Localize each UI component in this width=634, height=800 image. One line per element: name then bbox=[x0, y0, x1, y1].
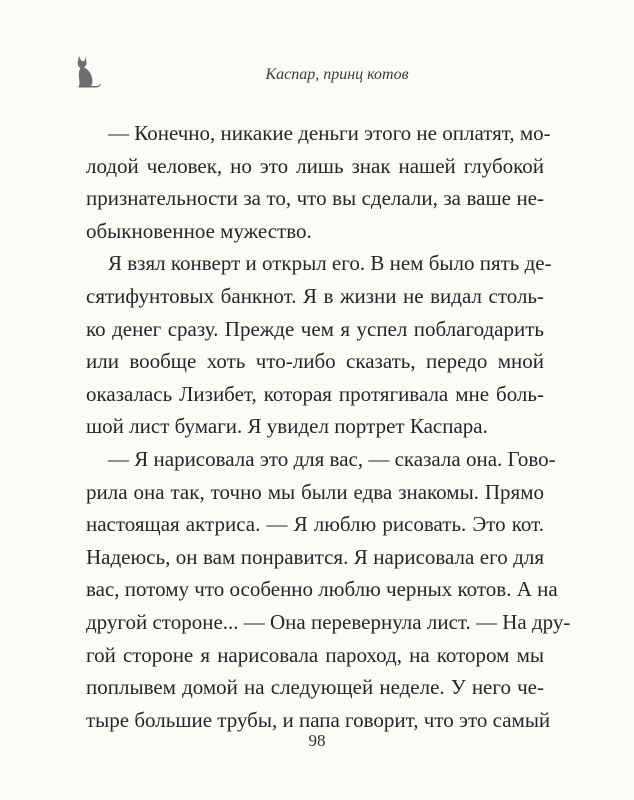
text-line: другой стороне... — Она перевернула лист. — На дру- bbox=[86, 609, 571, 634]
text-line: вас, потому что особенно люблю черных котов. А на bbox=[86, 577, 558, 602]
text-line: тыре большие трубы, и папа говорит, что это самый bbox=[86, 707, 551, 732]
text-line: сятифунтовых банкнот. Я в жизни не видал столь- bbox=[86, 283, 544, 308]
page-number: 98 bbox=[308, 731, 326, 750]
text-line: — Я нарисовала это для вас, — сказала она. Гово- bbox=[108, 446, 556, 471]
text-line: или вообще хоть что-либо сказать, передо мной bbox=[86, 349, 544, 374]
text-line: настоящая актриса. — Я люблю рисовать. Это кот. bbox=[86, 512, 544, 537]
paragraph-3 bbox=[86, 443, 571, 736]
body-text bbox=[86, 117, 571, 736]
text-line: ко денег сразу. Прежде чем я успел поблагодарить bbox=[86, 316, 544, 341]
text-line: Я взял конверт и открыл его. В нем было пять де- bbox=[108, 251, 552, 276]
paragraph-1 bbox=[86, 117, 551, 247]
running-header: Каспар, принц котов bbox=[265, 66, 409, 83]
text-line: шой лист бумаги. Я увидел портрет Каспара. bbox=[86, 414, 488, 439]
text-line: оказалась Лизибет, которая протягивала мне боль- bbox=[86, 381, 544, 406]
text-line: обыкновенное мужество. bbox=[86, 218, 312, 243]
text-line: лодой человек, но это лишь знак нашей глубокой bbox=[86, 153, 544, 178]
text-line: признательности за то, что вы сделали, за ваше не- bbox=[86, 186, 544, 211]
text-line: Надеюсь, он вам понравится. Я нарисовала его для bbox=[86, 544, 544, 569]
text-line: рила она так, точно мы были едва знакомы. Прямо bbox=[86, 479, 544, 504]
text-line: — Конечно, никакие деньги этого не оплатят, мо- bbox=[108, 121, 551, 145]
text-line: гой стороне я нарисовала пароход, на котором мы bbox=[86, 642, 544, 667]
paragraph-2 bbox=[86, 247, 552, 443]
text-line: поплывем домой на следующей неделе. У него че- bbox=[86, 675, 544, 700]
